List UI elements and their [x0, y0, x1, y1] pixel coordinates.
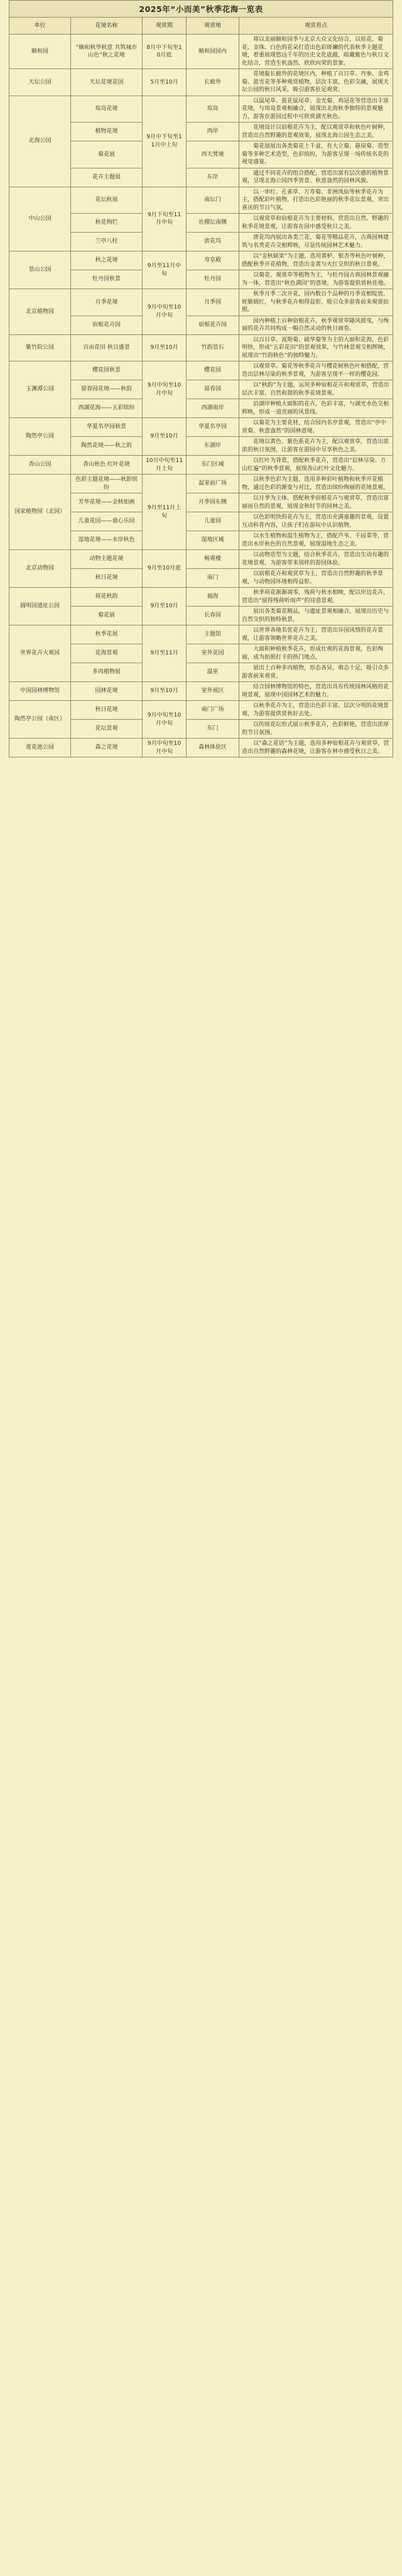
table-cell: 秋季花展	[71, 625, 143, 644]
table-cell: 月季园东侧	[187, 493, 239, 512]
table-header-row	[9, 18, 393, 35]
table-cell: 南坛门	[187, 187, 239, 214]
highlights-cell: 以月季为主体，搭配秋季宿根花卉与观赏草，营造出富丽而自然的景观，展现金秋时节的园林之美。	[239, 493, 393, 512]
table-cell: 百亩花田 秋日盛景	[71, 334, 143, 361]
header-period: 观赏期	[143, 18, 187, 35]
table-cell: 寿皇殿	[187, 251, 239, 270]
table-row	[9, 35, 393, 69]
highlights-cell: 以秋季色彩为主题，选用多种彩叶植物和秋季开花植物，通过色彩的渐变与对比，营造出缤纷绚丽的花境景观。	[239, 475, 393, 493]
table-cell: 宿根花卉园	[187, 316, 239, 334]
table-cell: 温室	[187, 663, 239, 682]
table-cell: 色彩主题花境——秋影缤纷	[71, 475, 143, 493]
table-row	[9, 361, 393, 380]
table-cell: 湿地花境——水岸秋色	[71, 531, 143, 550]
table-cell: 兰亭八柱	[71, 233, 143, 251]
table-cell: 留春园花境——秋韵	[71, 380, 143, 399]
table-cell: 园林花境	[71, 682, 143, 701]
table-row	[9, 475, 393, 493]
table-row	[9, 701, 393, 720]
highlights-cell: 通过不同花卉的组合搭配，营造出富有层次感的植物景观，呈现北海公园四季皆景、秋意盎然的园林风貌。	[239, 168, 393, 187]
highlights-cell: 以传统花坛形式展示秋季花卉，色彩鲜艳，营造出浓厚的节日氛围。	[239, 720, 393, 739]
table-cell: 9月至11月中旬	[143, 251, 187, 289]
highlights-cell: 花境靛长廊外的花境区内，种植了百日草、丹参、金鸡菊、蓝雪花等多种观赏植物，层次丰富，色彩交融，展现天坛公园的秋日风采，吸引游客驻足观赏。	[239, 69, 393, 96]
table-cell: 华夏名亭园	[187, 418, 239, 437]
table-cell: 10月中旬至11月上旬	[143, 456, 187, 475]
table-cell: 9月中旬至10月中旬	[143, 361, 187, 418]
table-cell: 儿童园	[187, 512, 239, 531]
highlights-cell: 展出各类菊花精品，与遗址景观相融合，展现出历史与自然交织的独特秋景。	[239, 607, 393, 625]
highlights-cell: 以百日草、波斯菊、硫华菊等为主的大面积花海，色彩明快，形成“五彩花田”的景观效果，与竹林景观交相辉映，展现出“竹韵秋色”的独特魅力。	[239, 334, 393, 361]
highlights-cell: 以菊花、观赏草等植物为主，与牡丹园古典园林景观融为一体，营造出“秋色满园”的意境，为游客提供赏秋佳地。	[239, 270, 393, 289]
table-cell: 南门	[187, 569, 239, 588]
table-cell: 多肉植物展	[71, 663, 143, 682]
table-row	[9, 289, 393, 316]
unit-cell: 北海公园	[9, 96, 71, 187]
table-cell: 9月至10月	[143, 588, 187, 625]
highlights-cell: 以菊花为主要花材，结合园内名亭景观，营造出“亭中赏菊、秋意盎然”的园林意境。	[239, 418, 393, 437]
highlights-cell: 大面积种植秋季花卉，形成壮观的花海景观，色彩绚丽，成为拍照打卡的热门地点。	[239, 644, 393, 663]
table-cell: 唐花坞	[187, 233, 239, 251]
table-row	[9, 418, 393, 437]
table-cell: 9月至10月	[143, 334, 187, 361]
table-row	[9, 334, 393, 361]
unit-cell: 颐和园	[9, 35, 71, 69]
table-cell: 西湖南岸	[187, 399, 239, 418]
highlights-cell: 以“秋韵”为主题，运用多种宿根花卉和观赏草，营造出层次丰富、自然和谐的秋季花境景观。	[239, 380, 393, 399]
highlights-cell: 结合园林博物馆的特色，营造出具有传统园林风格的花境景观，展现中国园林艺术的魅力。	[239, 682, 393, 701]
table-cell: 9月至10月	[143, 682, 187, 701]
highlights-cell: 园内种植上百种宿根花卉，秋季观赏草随风摇曳，与绚丽的花卉共同构成一幅自然灵动的秋日画卷。	[239, 316, 393, 334]
table-cell: 樱花园	[187, 361, 239, 380]
unit-cell: 陶然亭公园（南区）	[9, 701, 71, 739]
table-row	[9, 550, 393, 569]
page-title: 2025年“小而美”秋季花海一览表	[9, 0, 393, 17]
table-cell: 9月至10月底	[143, 550, 187, 588]
table-cell: 花海景观	[71, 644, 143, 663]
highlights-cell: 秋季荷花渐渐凋零，残荷与秋水相映，配以岸边花卉，营造出“留得残荷听雨声”的诗意景观。	[239, 588, 393, 607]
table-cell: 畅观楼	[187, 550, 239, 569]
table-cell: 花卉主题展	[71, 168, 143, 187]
table-cell: 牡丹园	[187, 270, 239, 289]
table-cell: 东门	[187, 720, 239, 739]
unit-cell: 世界花卉大观园	[9, 625, 71, 682]
unit-cell: 北京动物园	[9, 550, 71, 588]
table-cell: 牡丹园秋景	[71, 270, 143, 289]
table-cell: 温室前广场	[187, 475, 239, 493]
table-cell: 室外花园	[187, 644, 239, 663]
table-row	[9, 625, 393, 644]
unit-cell: 陶然亭公园	[9, 418, 71, 456]
table-cell: 月季园	[187, 289, 239, 316]
flower-table	[9, 17, 393, 757]
highlights-cell: 以世界各地名优花卉为主，营造出异国风情的花卉景观，让游客领略世界花卉之美。	[239, 625, 393, 644]
unit-cell: 玉渊潭公园	[9, 361, 71, 418]
table-cell: 樱花园秋景	[71, 361, 143, 380]
table-cell: 秋日花境	[71, 701, 143, 720]
table-cell: 9月至10月	[143, 418, 187, 456]
unit-cell: 北京植物园	[9, 289, 71, 335]
highlights-cell: 以观赏草、菊花等秋季花卉与樱花树秋色叶相搭配，营造出层林尽染的秋季景观，为游客呈现不一样的樱花园。	[239, 361, 393, 380]
table-cell: 菊花展	[71, 141, 143, 168]
unit-cell: 中山公园	[9, 187, 71, 251]
table-cell: 长春园	[187, 607, 239, 625]
table-cell: 芳华花境——金秋如画	[71, 493, 143, 512]
table-cell: 天坛花境花园	[71, 69, 143, 96]
table-row	[9, 588, 393, 607]
table-cell: 森之花境	[71, 739, 143, 757]
table-cell: 荷花秋韵	[71, 588, 143, 607]
highlights-cell: 菊花展展出各类菊花上千盆，有大立菊、悬崖菊、造型菊等多种艺术造型，色彩缤纷，为游客呈现一场传统名花的视觉盛宴。	[239, 141, 393, 168]
table-cell: 植物花境	[71, 123, 143, 141]
table-cell: 9月至11月	[143, 625, 187, 682]
highlights-cell: 将以美丽颐和园季与北京大众文化结合，以桂花、菊花、金珠、白色的花朵打造出色彩斑斓的代表秋季主题花境，着重展现悠远千年的历史文化底蕴，暗藏紫色与秋日文化结合，营造生机盎然、欣欣向荣的景象。	[239, 35, 393, 69]
table-cell: 西岸	[187, 123, 239, 141]
table-cell: 9月中下旬至11月中上旬	[143, 96, 187, 187]
highlights-cell: 展出上百种多肉植物，形态各异，萌态十足，吸引众多游客前来观赏。	[239, 663, 393, 682]
unit-cell: 紫竹院公园	[9, 334, 71, 361]
table-cell: 宿根花卉园	[71, 316, 143, 334]
highlights-cell: 秋季月季二次开花，园内数百个品种的月季竞相绽放，姹紫嫣红，与秋季花卉相得益彰，吸引众多游客前来观赏拍照。	[239, 289, 393, 316]
table-cell: 9月中旬至10月中旬	[143, 701, 187, 739]
table-cell: 西湖花海——五彩缤纷	[71, 399, 143, 418]
table-row	[9, 682, 393, 701]
highlights-cell: 以红叶为背景，搭配秋季花卉，营造出“层林尽染、万山红遍”的秋季景观，展现香山红叶文化魅力。	[239, 456, 393, 475]
table-cell: 儿童花园——童心乐园	[71, 512, 143, 531]
header-unit: 单位	[9, 18, 71, 35]
table-cell: 月季花境	[71, 289, 143, 316]
highlights-cell: 以“金秋硕果”为主题，选用黄栌、银杏等秋色叶树种，搭配秋季开花植物，营造出金黄与火红交织的秋日景观。	[239, 251, 393, 270]
table-cell: 琼岛花境	[71, 96, 143, 123]
unit-cell: 中国园林博物馆	[9, 682, 71, 701]
highlights-cell: 以秋季花卉为主，营造出色彩丰富、层次分明的花境景观，为游客提供赏秋好去处。	[239, 701, 393, 720]
table-row	[9, 251, 393, 270]
highlights-cell: 以宿根花卉和观赏草为主，营造出自然野趣的秋季景观，与动物园环境相得益彰。	[239, 569, 393, 588]
unit-cell: 国家植物园（北园）	[9, 475, 71, 550]
table-cell: 主题馆	[187, 625, 239, 644]
unit-cell: 香山公园	[9, 456, 71, 475]
table-cell: 长廊外	[187, 69, 239, 96]
table-cell: 竹韵景石	[187, 334, 239, 361]
table-cell: 9月下旬至11月中旬	[143, 187, 187, 251]
unit-cell: 莲花池公园	[9, 739, 71, 757]
table-cell: 秋花绚烂	[71, 214, 143, 233]
table-row	[9, 739, 393, 757]
header-location: 观赏地	[187, 18, 239, 35]
table-cell: 陶然花境——秋之韵	[71, 437, 143, 456]
table-cell: 香山秋色 红叶花境	[71, 456, 143, 475]
table-cell: 颐和园园内	[187, 35, 239, 69]
table-cell: 5月至10月	[143, 69, 187, 96]
unit-cell: 景山公园	[9, 251, 71, 289]
table-cell: 东岸	[187, 168, 239, 187]
table-row	[9, 456, 393, 475]
table-cell: 社稷坛南侧	[187, 214, 239, 233]
table-cell: 琼岛	[187, 96, 239, 123]
table-cell: 秋日花境	[71, 569, 143, 588]
highlights-cell: 唐花坞内展出各类兰花、菊花等精品花卉，古典园林建筑与名贵花卉交相辉映，尽显传统园林艺术魅力。	[239, 233, 393, 251]
highlights-cell: 以鼠尾草、蓝花鼠尾草、金光菊、鸡冠花等营造出丰富花境，与琼岛景观相融合，展现出北海秋季独特的景观魅力，游客在游园过程中可欣赏湖光秋色。	[239, 96, 393, 123]
highlights-cell: 以水生植物和湿生植物为主，搭配芦苇、千屈菜等，营造出水岸秋色的自然景观，展现湿地生态之美。	[239, 531, 393, 550]
table-row	[9, 69, 393, 96]
table-cell: 西天梵境	[187, 141, 239, 168]
highlights-cell: 花境以黄色、紫色系花卉为主，配以观赏草，营造出浓浓的秋日氛围，让游客在游园中尽享秋色之美。	[239, 437, 393, 456]
highlights-cell: 沿湖岸种植大面积的花卉，色彩丰富，与湖光水色交相辉映，形成一道亮丽的风景线。	[239, 399, 393, 418]
highlights-cell: 以观赏草和宿根花卉为主要材料，营造出自然、野趣的秋季花境景观，让游客在园中感受秋日之美。	[239, 214, 393, 233]
highlights-cell: 以一串红、孔雀草、万寿菊、非洲凤仙等秋季花卉为主，搭配彩叶植物，打造出色彩艳丽的秋季花坛景观，突出喜庆的节日气氛。	[239, 187, 393, 214]
header-highlights: 观赏看点	[239, 18, 393, 35]
table-row	[9, 187, 393, 214]
table-cell: 花坛景观	[71, 720, 143, 739]
header-flower-name: 花境名称	[71, 18, 143, 35]
table-cell: 9月中旬至10月中旬	[143, 739, 187, 757]
unit-cell: 圆明园遗址公园	[9, 588, 71, 625]
table-cell: 南门广场	[187, 701, 239, 720]
table-cell: 东湖岸	[187, 437, 239, 456]
table-cell: 福海	[187, 588, 239, 607]
table-cell: 9月至11月上旬	[143, 475, 187, 550]
table-cell: “颐和秋华秋意 共筑城市山色”秋之花境	[71, 35, 143, 69]
table-body	[9, 35, 393, 757]
highlights-cell: 以色彩明快的花卉为主，营造出充满童趣的景观，设置互动科普内容，让孩子们在游玩中认识植物。	[239, 512, 393, 531]
table-cell: 8月中下旬至10月底	[143, 35, 187, 69]
table-cell: 湿地区域	[187, 531, 239, 550]
table-cell: 花坛秋展	[71, 187, 143, 214]
table-cell: 室外展区	[187, 682, 239, 701]
table-cell: 森林体验区	[187, 739, 239, 757]
highlights-cell: 以动物造型为主题，结合秋季花卉，营造出生动有趣的花境景观，为游客带来别样的游园体验。	[239, 550, 393, 569]
table-cell: 东门区域	[187, 456, 239, 475]
table-cell: 秋之花境	[71, 251, 143, 270]
table-cell: 菊花展	[71, 607, 143, 625]
table-row	[9, 96, 393, 123]
table-cell: 动物主题花境	[71, 550, 143, 569]
table-cell: 9月中旬至10月中旬	[143, 289, 187, 335]
table-cell: 留春园	[187, 380, 239, 399]
highlights-cell: 以“森之花语”为主题，选用多种宿根花卉与观赏草，营造出自然野趣的森林花境，让游客在林中感受秋日之美。	[239, 739, 393, 757]
unit-cell: 天坛公园	[9, 69, 71, 96]
table-cell: 华夏名亭园秋景	[71, 418, 143, 437]
highlights-cell: 花境设计以宿根花卉为主，配以观赏草和秋色叶树种，营造出自然野趣的景观效果，展现北海公园生态之美。	[239, 123, 393, 141]
